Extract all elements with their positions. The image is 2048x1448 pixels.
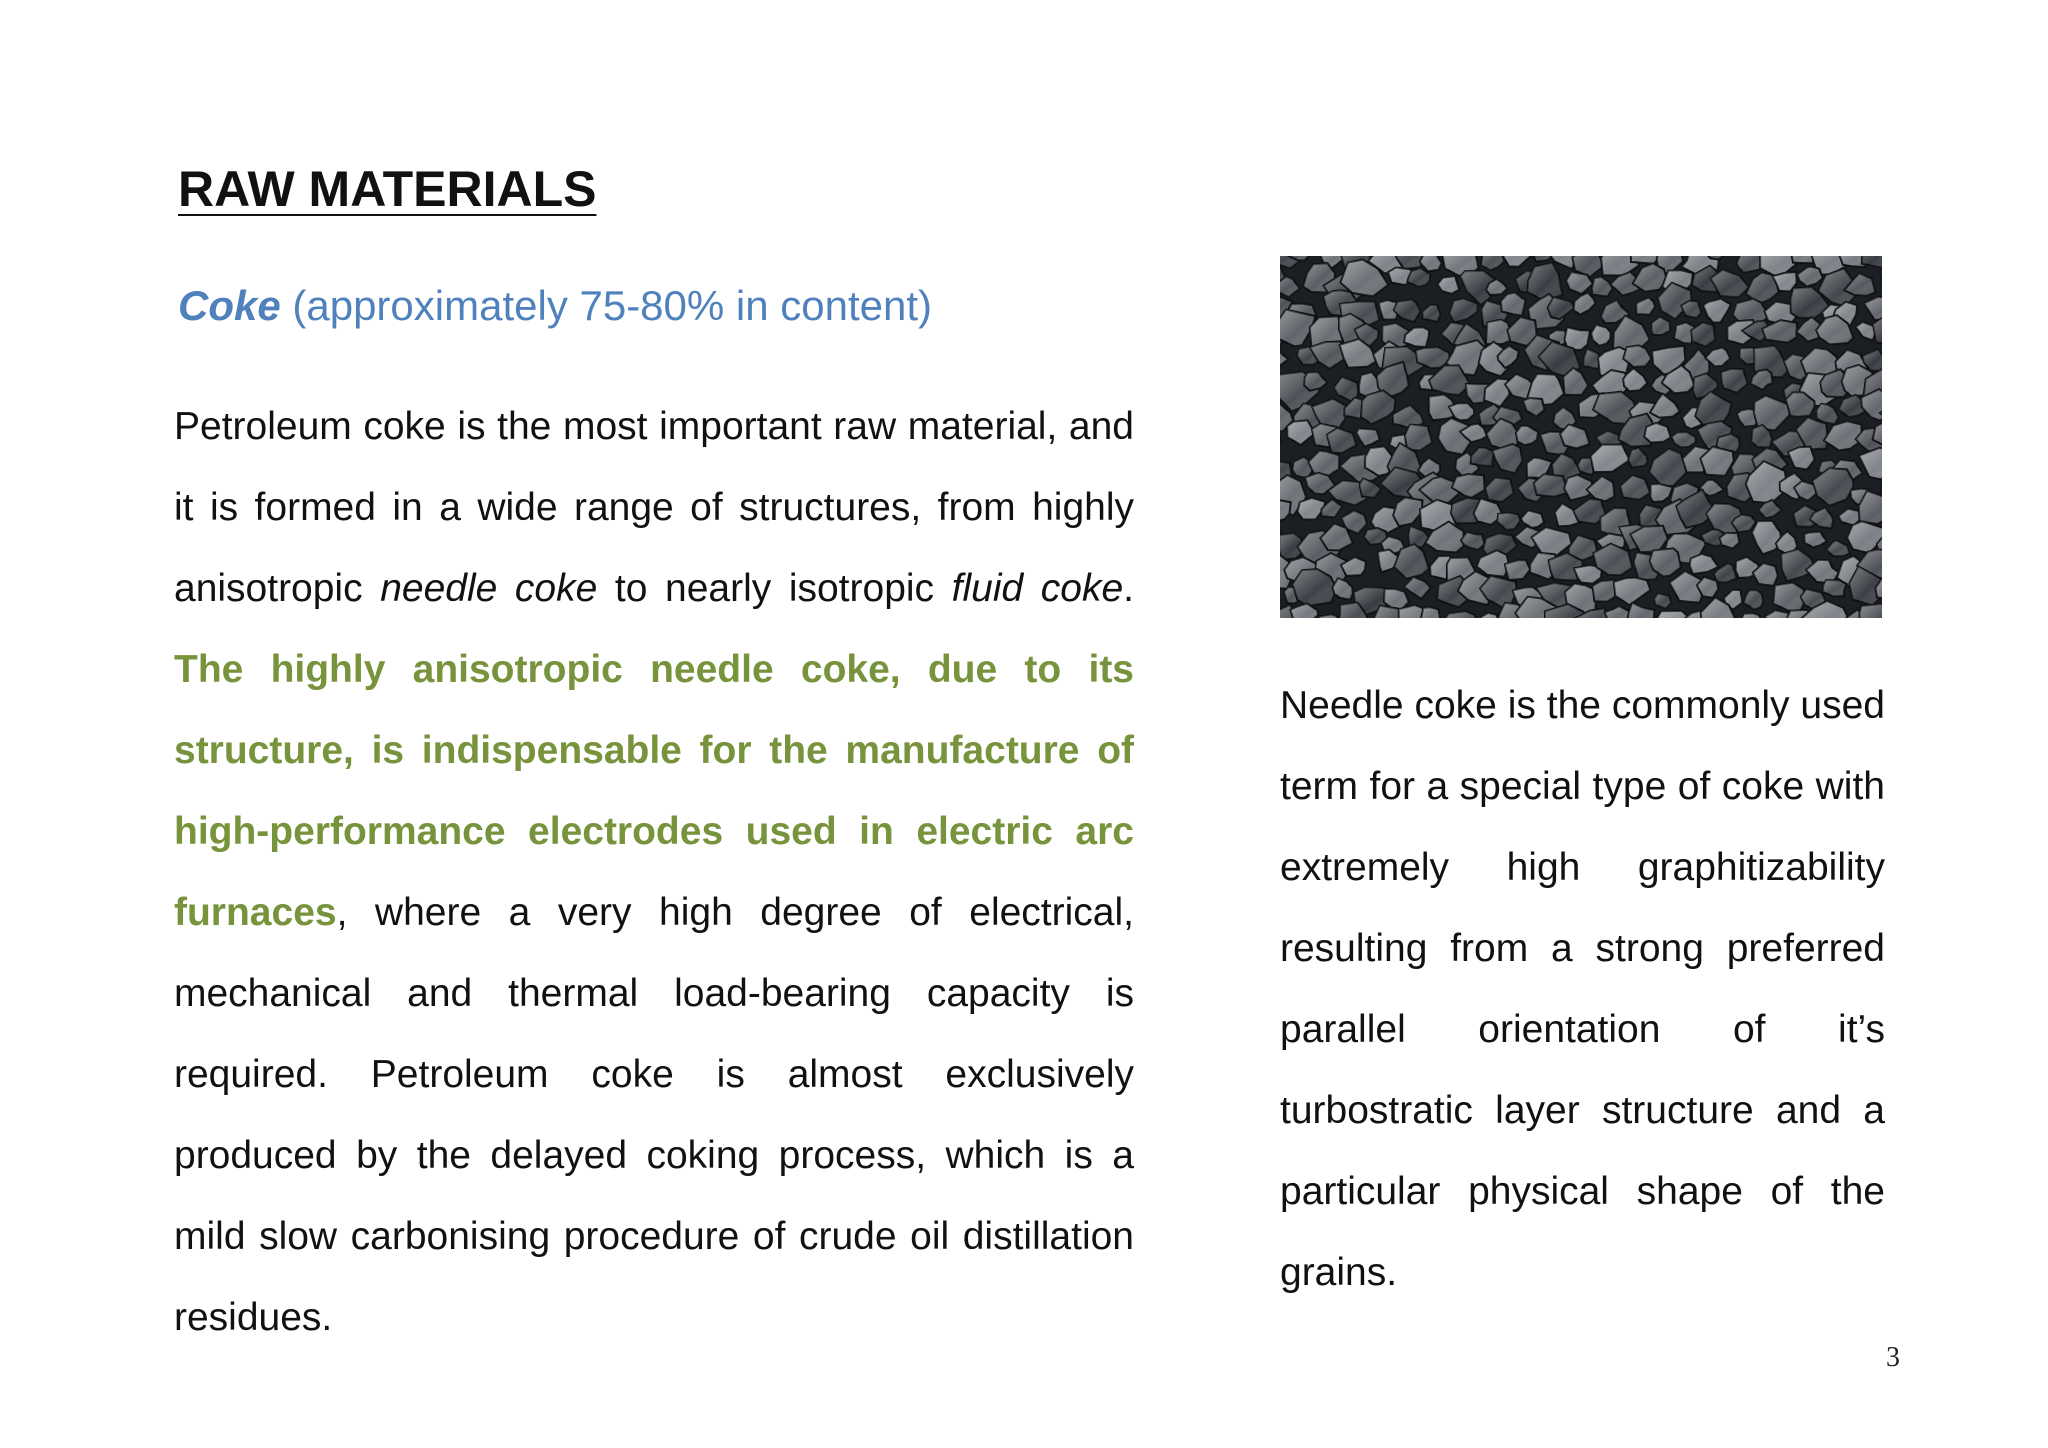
main-text-italic-needle-coke: needle coke xyxy=(380,567,598,610)
main-text-part-4: , where a very high degree of electrical, mechanical and thermal load-bearing capacity is required. Petroleum coke is almost exclusively produced by the delayed coking process, which is a mild slow carbonising procedure of crude oil distillation residues. xyxy=(174,891,1134,1339)
main-text-italic-fluid-coke: fluid coke xyxy=(951,567,1124,610)
main-paragraph xyxy=(174,386,1134,1358)
section-heading-detail: (approximately 75-80% in content) xyxy=(280,282,933,329)
page-number: 3 xyxy=(1886,1342,1900,1373)
page-title: RAW MATERIALS xyxy=(178,161,597,217)
section-heading xyxy=(178,282,932,330)
coke-photo-image xyxy=(1280,256,1882,618)
main-text-highlight: The highly anisotropic needle coke, due to its structure, is indispensable for the manufacture of high-performance electrodes used in electric arc furnaces xyxy=(174,648,1134,934)
section-heading-subject: Coke xyxy=(178,282,281,329)
coke-photo xyxy=(1280,256,1882,618)
main-text-part-2: to nearly isotropic xyxy=(597,567,952,610)
side-paragraph: Needle coke is the commonly used term for a special type of coke with extremely high graphitizability resulting from a strong preferred parallel orientation of it’s turbostratic layer structure and a particular physical shape of the grains. xyxy=(1280,684,1885,1294)
main-text-part-3: . xyxy=(1123,567,1135,610)
main-text-part-1: Petroleum coke is the most important raw material, and it is formed in a wide range of structures, from highly anisotropic xyxy=(174,405,1134,610)
